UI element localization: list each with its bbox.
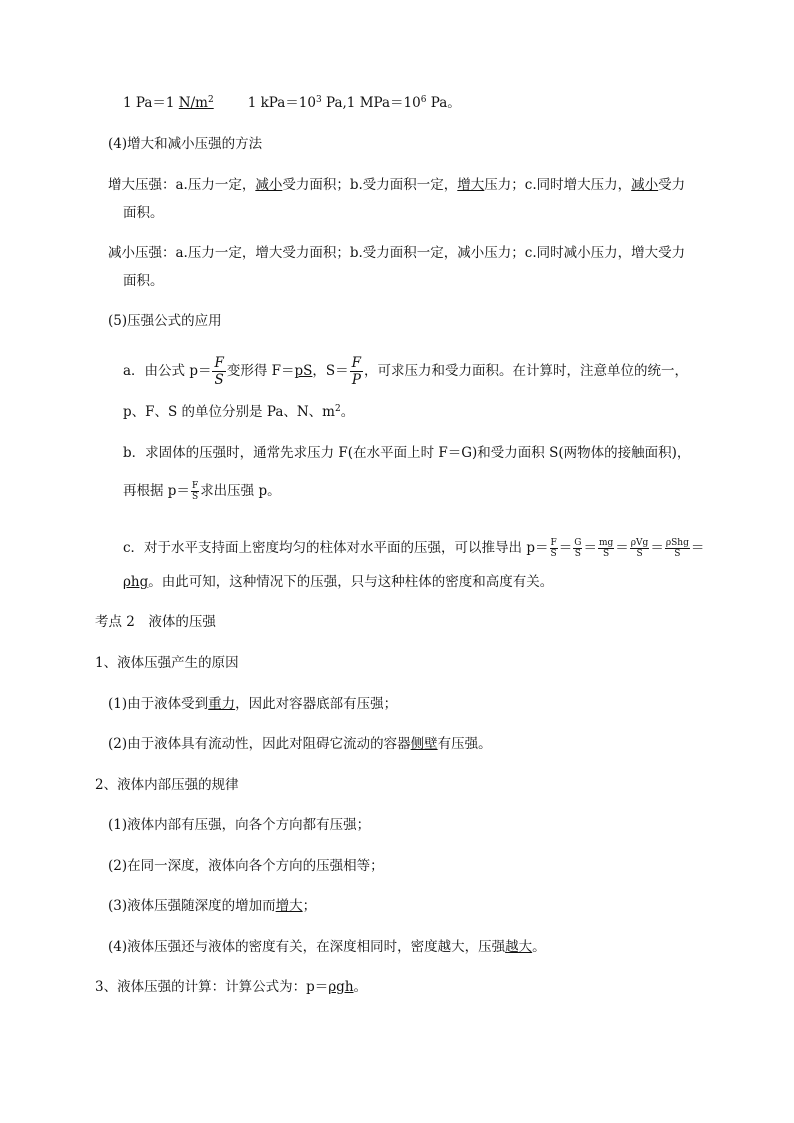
- formula-a-line-1: a．由公式 p＝ $\frac{F}{S}$ 变形得 F＝pS，S＝ $\frac{F}{P}$ ，可求压力和受力面积。在计算时，注意单位的统一，: [123, 355, 689, 388]
- rule-item-1: (1)液体内部有压强，向各个方向都有压强；: [108, 817, 371, 833]
- formula-c-line-2: ρhg。由此可知，这种情况下的压强，只与这种柱体的密度和高度有关。: [123, 574, 554, 590]
- fraction-5: $\frac{\text{ρShg}}{S}$: [665, 538, 689, 559]
- fraction-3: $\frac{mg}{S}$: [598, 538, 614, 559]
- fraction-4: $\frac{\text{ρVg}}{S}$: [630, 538, 649, 559]
- liquid-pressure-cause-heading: 1、液体压强产生的原因: [95, 655, 239, 671]
- increase-pressure-line-2: 面积。: [123, 205, 164, 221]
- small-fraction-f-over-s: $\frac{F}{S}$: [191, 481, 199, 502]
- liquid-pressure-rules-heading: 2、液体内部压强的规律: [95, 777, 239, 793]
- rule-item-2: (2)在同一深度，液体向各个方向的压强相等；: [108, 858, 384, 874]
- rule-item-4: (4)液体压强还与液体的密度有关，在深度相同时，密度越大，压强越大。: [108, 939, 546, 955]
- section-5-heading: (5)压强公式的应用: [108, 313, 222, 329]
- fraction-f-over-s: $\frac{F}{S}$: [214, 355, 224, 388]
- formula-b-line-1: b．求固体的压强时，通常先求压力 F(在水平面上时 F＝G)和受力面积 S(两物体的接触面积)，: [123, 445, 691, 461]
- unit-n-per-m2: $N/m^2$: [178, 95, 214, 111]
- rule-item-3: (3)液体压强随深度的增加而增大；: [108, 898, 317, 914]
- pressure-units-line: 1 Pa＝1 $N/m^2$ 1 $kPa=10^3$ Pa,1 $MPa=10^6$ Pa。: [123, 95, 461, 111]
- formula-c-line-1: c．对于水平支持面上密度均匀的柱体对水平面的压强，可以推导出 p＝ $\frac{F}{S}$ ＝ $\frac{G}{S}$ ＝ $\frac{mg}{S}$ ＝ $\frac{\text{ρVg}}{S}$ ＝ $\frac{\text{ρShg}}{S}$ ＝: [123, 538, 705, 559]
- key-point-2-title: 考点 2 液体的压强: [95, 614, 216, 630]
- formula-a-line-2: p、F、S 的单位分别是 Pa、N、$m^2$。: [123, 404, 355, 420]
- cause-item-2: (2)由于液体具有流动性，因此对阻碍它流动的容器侧壁有压强。: [108, 736, 492, 752]
- cause-item-1: (1)由于液体受到重力，因此对容器底部有压强；: [108, 696, 398, 712]
- increase-pressure-line-1: 增大压强：a.压力一定，减小受力面积；b.受力面积一定，增大压力；c.同时增大压力，减小受力: [108, 177, 686, 193]
- decrease-pressure-line-1: 减小压强：a.压力一定，增大受力面积；b.受力面积一定，减小压力；c.同时减小压力，增大受力: [108, 245, 686, 261]
- decrease-pressure-line-2: 面积。: [123, 273, 164, 289]
- fraction-2: $\frac{G}{S}$: [574, 538, 582, 559]
- liquid-pressure-formula-line: 3、液体压强的计算：计算公式为：p＝ρgh。: [95, 979, 368, 995]
- section-4-heading: (4)增大和减小压强的方法: [108, 136, 263, 152]
- fraction-f-over-p: $\frac{F}{P}$: [351, 355, 362, 388]
- fraction-1: $\frac{F}{S}$: [550, 538, 557, 559]
- formula-b-line-2: 再根据 p＝ $\frac{F}{S}$ 求出压强 p。: [123, 481, 281, 502]
